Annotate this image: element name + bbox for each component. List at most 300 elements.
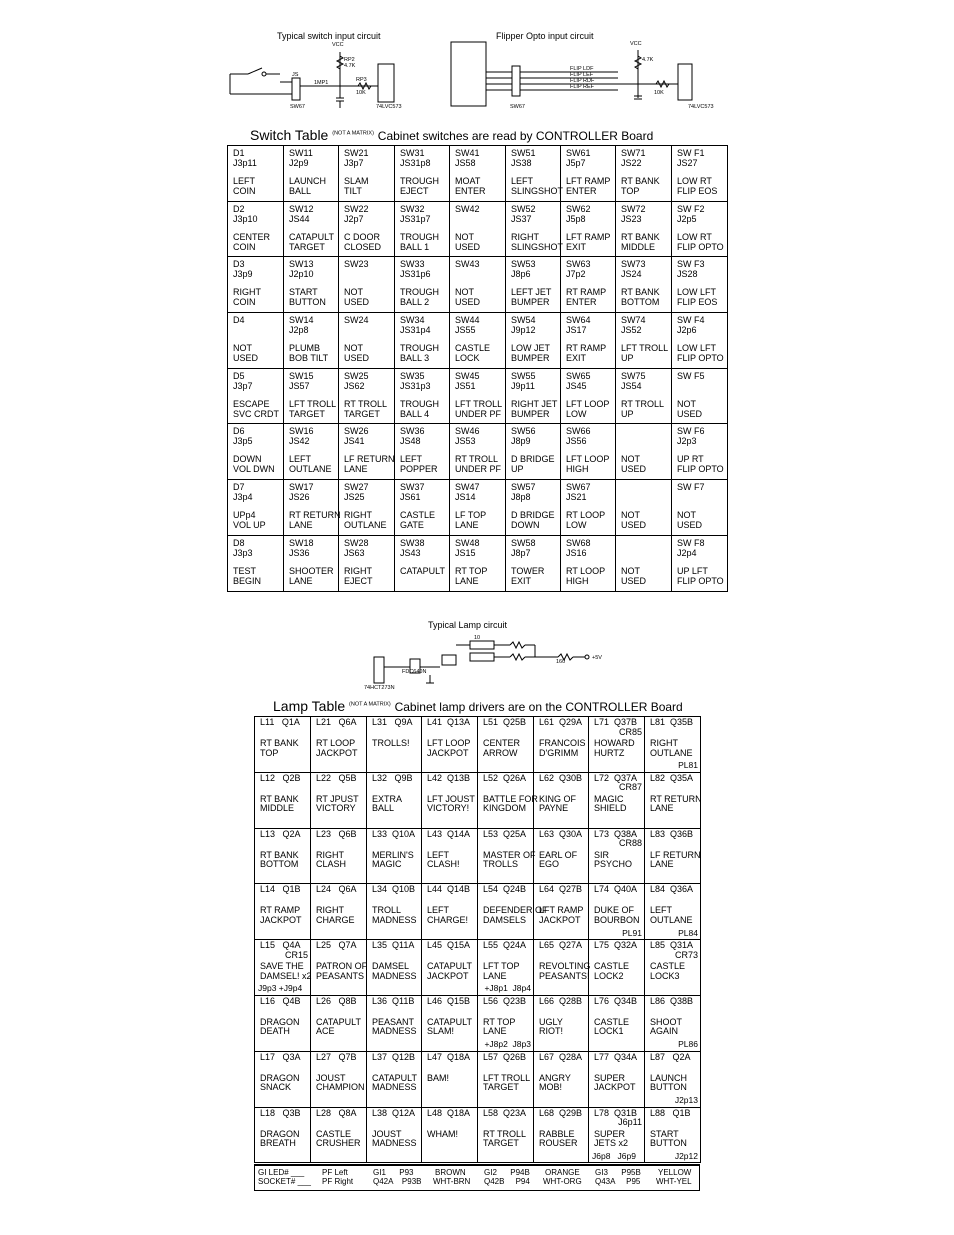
lamp-description: WHAM!: [427, 1128, 458, 1139]
lamp-id: L82 Q35A: [650, 772, 694, 783]
switch-cell: [339, 257, 395, 313]
lamp-description: TROLLS: [483, 859, 519, 870]
lamp-cell: [422, 828, 478, 884]
lamp-cell: [422, 940, 478, 996]
switch-description: UNDER PF: [455, 464, 502, 475]
lamp-id: L73 Q38A: [594, 828, 638, 839]
lamp-description: MOB!: [539, 1082, 563, 1093]
svg-text:10: 10: [474, 635, 481, 641]
lamp-id: L63 Q30A: [539, 828, 583, 839]
lamp-description: KING OF: [539, 793, 577, 804]
lamp-ref: [427, 728, 475, 738]
lamp-ref: [483, 895, 531, 905]
lamp-ref: [483, 728, 531, 738]
switch-description: CASTLE: [455, 343, 491, 354]
lamp-ref: CR85: [618, 726, 642, 737]
switch-description: MIDDLE: [621, 241, 656, 252]
lamp-connector: J2p13: [674, 1095, 698, 1106]
lamp-description: BOURBON: [594, 914, 640, 925]
switch-description: RT BANK: [621, 231, 660, 242]
switch-connector: J2p8: [289, 325, 309, 336]
lamp-cell: [367, 772, 422, 828]
lamp-cell: [311, 995, 367, 1051]
lamp-ref: [483, 1118, 531, 1128]
lamp-ref: [372, 839, 419, 849]
lamp-description: CLASH!: [427, 859, 460, 870]
lamp-cell: [255, 717, 311, 773]
switch-connector: JS36: [289, 547, 310, 558]
lamp-ref: [427, 895, 475, 905]
lamp-ref: [650, 839, 698, 849]
lamp-description: RT JPUST: [316, 793, 359, 804]
lamp-cell: [367, 884, 422, 940]
switch-connector: [344, 325, 394, 335]
switch-cell: [672, 146, 728, 202]
lamp-cell: [311, 940, 367, 996]
switch-cell: [561, 313, 616, 369]
switch-id: SW33: [400, 259, 425, 270]
switch-description: COIN: [233, 186, 256, 196]
switch-id: SW27: [344, 482, 369, 493]
lamp-cell: [534, 995, 589, 1051]
lamp-description: MADNESS: [372, 1026, 417, 1037]
lamp-description: LFT LOOP: [427, 738, 471, 748]
lamp-ref: [594, 1062, 642, 1072]
lamp-description: LANE: [483, 970, 507, 981]
svg-text:+5V: +5V: [592, 655, 602, 661]
lamp-ref: [260, 1062, 308, 1072]
switch-cell: [506, 368, 561, 424]
switch-cell: [561, 535, 616, 591]
switch-row: [228, 313, 728, 369]
switch-connector: JS14: [455, 492, 476, 503]
lamp-id: L44 Q14B: [427, 884, 471, 895]
lamp-cell: [478, 772, 538, 828]
switch-cell: [284, 257, 339, 313]
lamp-description: LEFT: [650, 905, 673, 916]
lamp-ref: [539, 1062, 586, 1072]
svg-text:10K: 10K: [654, 90, 664, 96]
lamp-cell: [589, 995, 645, 1051]
switch-cell: [339, 146, 395, 202]
lamp-cell: [367, 1051, 422, 1107]
switch-id: SW25: [344, 370, 369, 381]
switch-cell: [672, 201, 728, 257]
lamp-description: JACKPOT: [539, 914, 581, 925]
switch-connector: [455, 214, 505, 224]
switch-description: BALL: [289, 186, 312, 196]
switch-row: [228, 480, 728, 536]
switch-description: D BRIDGE: [511, 510, 555, 521]
lamp-id: L31 Q9A: [372, 717, 413, 727]
switch-connector: JS22: [621, 158, 642, 168]
switch-description: TROUGH: [400, 398, 439, 409]
switch-connector: JS25: [344, 492, 365, 503]
switch-description: BUMPER: [511, 297, 550, 308]
lamp-cell: [311, 884, 367, 940]
lamp-ref: [650, 728, 698, 738]
switch-description: LFT TROLL: [289, 398, 337, 409]
svg-text:RP2: RP2: [344, 57, 355, 63]
switch-cell: [616, 368, 672, 424]
switch-id: D1: [233, 148, 245, 158]
switch-description: LOW LFT: [677, 287, 717, 298]
legend-socket: SOCKET# ___: [258, 1177, 311, 1186]
lamp-ref: J6p11: [618, 1117, 642, 1128]
switch-description: LFT TROLL: [621, 343, 669, 354]
switch-description: LEFT: [400, 454, 423, 465]
switch-cell: [228, 424, 284, 480]
switch-id: SW61: [566, 148, 591, 158]
lamp-description: CLASH: [316, 859, 347, 870]
switch-id: SW46: [455, 426, 480, 437]
switch-description: NOT: [455, 287, 474, 298]
lamp-description: CATAPULT: [316, 1016, 362, 1027]
switch-id: SW34: [400, 315, 425, 326]
switch-id: SW58: [511, 537, 536, 548]
lamp-description: TARGET: [483, 1082, 519, 1093]
lamp-id: L87 Q2A: [650, 1051, 691, 1062]
switch-id: SW23: [344, 259, 369, 270]
switch-description: BUTTON: [289, 297, 326, 308]
lamp-id: L85 Q31A: [650, 940, 694, 951]
lamp-ref: [372, 1062, 419, 1072]
lamp-description: SLAM!: [427, 1026, 455, 1037]
switch-id: SW36: [400, 426, 425, 437]
switch-description: LOW RT: [677, 176, 712, 186]
switch-description: RT TROLL: [621, 398, 665, 409]
switch-description: RIGHT: [344, 565, 372, 576]
lamp-ref: [539, 783, 586, 793]
lamp-connector: PL81: [678, 760, 698, 771]
lamp-id: L33 Q10A: [372, 828, 416, 839]
switch-connector: JS63: [344, 547, 365, 558]
lamp-cell: [645, 1107, 701, 1163]
switch-connector: J5p8: [566, 213, 586, 224]
switch-cell: [561, 368, 616, 424]
switch-table-subtitle: Cabinet switches are read by CONTROLLER Board: [377, 129, 654, 143]
switch-description: BEGIN: [233, 575, 262, 586]
switch-description: UP: [621, 353, 634, 364]
lamp-description: D'GRIMM: [539, 747, 579, 758]
switch-id: D3: [233, 259, 245, 270]
switch-description: BALL 4: [400, 408, 430, 419]
switch-description: LF RETURN: [344, 454, 395, 465]
lamp-id: L28 Q8A: [316, 1107, 357, 1118]
lamp-description: LOCK3: [650, 970, 680, 981]
lamp-cell: [311, 828, 367, 884]
lamp-description: MAGIC: [372, 859, 402, 870]
switch-description: CENTER: [233, 231, 271, 242]
lamp-ref: [372, 1118, 419, 1128]
lamp-description: RIGHT: [316, 905, 344, 916]
lamp-cell: [422, 995, 478, 1051]
lamp-cell: [589, 717, 645, 773]
lamp-id: L26 Q8B: [316, 995, 357, 1006]
switch-id: SW62: [566, 203, 591, 214]
lamp-description: LOCK2: [594, 970, 624, 981]
switch-cell: [561, 424, 616, 480]
lamp-id: L58 Q23A: [483, 1107, 527, 1118]
lamp-cell: [367, 1107, 422, 1163]
switch-description: UP LFT: [677, 565, 708, 576]
lamp-description: JACKPOT: [427, 970, 469, 981]
switch-description: TEST: [233, 565, 257, 576]
lamp-description: REVOLTING: [539, 961, 591, 972]
switch-description: VOL UP: [233, 520, 266, 531]
lamp-cell: [645, 1051, 701, 1107]
switch-description: ESCAPE: [233, 398, 270, 409]
lamp-ref: [316, 1006, 364, 1016]
switch-connector: JS31p8: [400, 158, 431, 168]
switch-description: HIGH: [566, 575, 589, 586]
switch-id: SW54: [511, 315, 536, 326]
lamp-description: PATRON OF: [316, 961, 368, 972]
lamp-cell: [534, 1107, 589, 1163]
lamp-description: PEASANTS: [316, 970, 365, 981]
switch-connector: JS53: [455, 436, 476, 447]
lamp-description: CASTLE: [594, 1016, 630, 1027]
lamp-description: CASTLE: [316, 1128, 352, 1139]
switch-description: TROUGH: [400, 231, 439, 242]
switch-connector: J9p12: [511, 325, 536, 336]
lamp-id: L35 Q11A: [372, 940, 415, 951]
lamp-description: BREATH: [260, 1138, 296, 1149]
switch-id: SW F4: [677, 315, 705, 326]
switch-cell: [616, 535, 672, 591]
switch-connector: JS38: [511, 158, 532, 168]
lamp-cell: [255, 995, 311, 1051]
switch-cell: [228, 368, 284, 424]
switch-description: RT RETURN: [289, 510, 341, 521]
lamp-ref: [260, 1006, 308, 1016]
lamp-ref: [260, 1118, 308, 1128]
switch-connector: [621, 548, 671, 558]
switch-connector: J3p10: [233, 213, 258, 224]
switch-description: USED: [677, 520, 703, 531]
switch-cell: [672, 424, 728, 480]
lamp-description: ROUSER: [539, 1138, 578, 1149]
switch-row: [228, 146, 728, 202]
switch-cell: [339, 535, 395, 591]
lamp-description: UGLY: [539, 1016, 563, 1027]
lamp-description: VICTORY: [316, 803, 356, 814]
switch-description: USED: [344, 297, 370, 308]
lamp-cell: [422, 772, 478, 828]
lamp-ref: [539, 951, 586, 961]
lamp-id: L62 Q30B: [539, 772, 583, 783]
lamp-ref: CR87: [618, 782, 642, 793]
switch-description: TARGET: [289, 241, 325, 252]
switch-description: RT LOOP: [566, 565, 606, 576]
switch-description: LOW JET: [511, 343, 551, 354]
lamp-cell: [534, 772, 589, 828]
lamp-description: KINGDOM: [483, 803, 527, 814]
lamp-id: L47 Q18A: [427, 1051, 471, 1062]
switch-description: SLAM: [344, 176, 369, 186]
lamp-id: L12 Q2B: [260, 772, 301, 783]
lamp-id: L66 Q28B: [539, 995, 583, 1006]
switch-connector: JS58: [455, 158, 476, 168]
switch-id: SW67: [566, 482, 591, 493]
lamp-ref: [427, 1118, 475, 1128]
switch-connector: J2p3: [677, 436, 697, 447]
svg-text:FLIP RDF: FLIP RDF: [570, 78, 595, 84]
lamp-id: L88 Q1B: [650, 1107, 691, 1118]
lamp-ref: [260, 895, 308, 905]
switch-cell: [672, 480, 728, 536]
switch-id: [621, 538, 671, 548]
switch-description: ENTER: [566, 186, 597, 196]
lamp-ref: CR73: [674, 949, 698, 960]
switch-id: SW F8: [677, 537, 705, 548]
switch-description: ENTER: [566, 297, 597, 308]
lamp-description: BUTTON: [650, 1082, 687, 1093]
lamp-cell: [534, 1051, 589, 1107]
switch-description: NOT: [233, 343, 252, 354]
gi-legend: GI LED# ___ SOCKET# ___ PF Left PF Right GI1 P93 Q42A P93B BROWN WHT-BRN GI2 P94B Q42B P94 ORANGE WHT-ORG GI3 P95B Q43A P95 YELLOW WHT-YEL: [254, 1164, 700, 1191]
lamp-cell: [478, 1051, 534, 1107]
lamp-id: L48 Q18A: [427, 1107, 471, 1118]
lamp-description: FRANCOIS: [539, 738, 586, 748]
switch-cell: [506, 535, 561, 591]
switch-cell: [616, 480, 672, 536]
switch-cell: [450, 146, 506, 202]
switch-table: [227, 145, 728, 592]
lamp-ref: [316, 839, 364, 849]
switch-id: SW F6: [677, 426, 705, 437]
switch-connector: [455, 269, 505, 279]
lamp-description: LEFT: [427, 849, 450, 860]
switch-connector: J3p9: [233, 269, 253, 280]
switch-description: BALL 1: [400, 241, 430, 252]
lamp-description: START: [650, 1128, 679, 1139]
switch-description: POPPER: [400, 464, 438, 475]
switch-connector: JS21: [566, 492, 587, 503]
switch-cell: [339, 424, 395, 480]
lamp-description: RT RETURN: [650, 793, 702, 804]
switch-description: RT TROLL: [455, 454, 499, 465]
switch-description: MOAT: [455, 176, 481, 186]
switch-description: FLIP OPTO: [677, 464, 724, 475]
switch-cell: [450, 313, 506, 369]
lamp-ref: [427, 1062, 475, 1072]
lamp-id: L84 Q36A: [650, 884, 694, 895]
switch-connector: JS48: [400, 436, 421, 447]
lamp-description: MIDDLE: [260, 803, 295, 814]
lamp-description: RT RAMP: [260, 905, 301, 916]
switch-input-schematic: [228, 38, 714, 118]
lamp-id: L37 Q12B: [372, 1051, 416, 1062]
lamp-description: EXTRA: [372, 793, 403, 804]
switch-id: SW32: [400, 203, 425, 214]
switch-description: TOWER: [511, 565, 545, 576]
lamp-description: LFT TOP: [483, 961, 520, 972]
switch-id: SW13: [289, 259, 314, 270]
switch-id: D2: [233, 203, 245, 214]
lamp-id: L57 Q26B: [483, 1051, 527, 1062]
switch-cell: [672, 368, 728, 424]
switch-connector: JS31p4: [400, 325, 431, 336]
switch-description: BUMPER: [511, 353, 550, 364]
lamp-ref: [539, 895, 586, 905]
lamp-cell: [422, 884, 478, 940]
switch-connector: J8p7: [511, 547, 531, 558]
lamp-description: DEATH: [260, 1026, 290, 1037]
switch-cell: [672, 535, 728, 591]
switch-id: SW F7: [677, 482, 705, 493]
switch-description: VOL DWN: [233, 464, 275, 475]
switch-connector: J2p4: [677, 547, 697, 558]
switch-cell: [228, 313, 284, 369]
switch-id: D4: [233, 315, 245, 326]
switch-id: SW42: [455, 203, 480, 214]
svg-text:4.7K: 4.7K: [344, 63, 356, 69]
svg-text:SW67: SW67: [510, 104, 525, 110]
lamp-table-note: (NOT A MATRIX): [349, 701, 391, 708]
switch-cell: [561, 201, 616, 257]
switch-connector: JS37: [511, 213, 532, 224]
lamp-ref: [483, 839, 531, 849]
switch-cell: [339, 201, 395, 257]
switch-description: EJECT: [344, 575, 373, 586]
lamp-id: L18 Q3B: [260, 1107, 301, 1118]
lamp-cell: [311, 772, 367, 828]
lamp-connector: +J8p1 J8p4: [484, 983, 531, 994]
lamp-description: JACKPOT: [260, 914, 302, 925]
lamp-id: L56 Q23B: [483, 995, 527, 1006]
switch-description: TARGET: [289, 408, 325, 419]
switch-description: TOP: [621, 186, 640, 196]
lamp-ref: [316, 951, 364, 961]
lamp-description: TROLLS!: [372, 738, 410, 748]
lamp-description: SUPER: [594, 1128, 626, 1139]
lamp-description: ARROW: [483, 747, 518, 758]
switch-cell: [284, 535, 339, 591]
switch-description: EXIT: [566, 353, 587, 364]
lamp-description: OUTLANE: [650, 747, 693, 758]
switch-description: COIN: [233, 297, 256, 308]
lamp-ref: [316, 728, 364, 738]
switch-cell: [506, 201, 564, 257]
lamp-id: L21 Q6A: [316, 717, 357, 727]
lamp-description: DEFENDER OF: [483, 905, 548, 916]
lamp-description: SHIELD: [594, 803, 627, 814]
switch-id: SW56: [511, 426, 536, 437]
lamp-ref: [650, 783, 698, 793]
lamp-description: DAMSEL: [372, 961, 410, 972]
switch-cell: [561, 257, 616, 313]
switch-id: SW66: [566, 426, 591, 437]
lamp-row: [255, 717, 701, 773]
lamp-cell: [311, 1107, 367, 1163]
switch-connector: JS28: [677, 269, 698, 280]
lamp-description: BATTLE FOR: [483, 793, 538, 804]
switch-id: SW18: [289, 537, 314, 548]
lamp-table-title: Lamp Table $^{(NOT A MATRIX)}$ Cabinet lamp drivers are on the CONTROLLER Board: [273, 698, 683, 714]
lamp-ref: [650, 895, 698, 905]
lamp-id: L23 Q6B: [316, 828, 357, 839]
lamp-ref: [372, 1006, 419, 1016]
switch-id: [621, 426, 671, 436]
switch-id: SW43: [455, 259, 480, 270]
switch-connector: JS26: [289, 492, 310, 503]
lamp-cell: [422, 1107, 478, 1163]
switch-connector: JS27: [677, 158, 698, 168]
lamp-cell: [589, 1107, 645, 1163]
lamp-description: JOUST: [316, 1072, 346, 1083]
lamp-id: L32 Q9B: [372, 772, 413, 783]
